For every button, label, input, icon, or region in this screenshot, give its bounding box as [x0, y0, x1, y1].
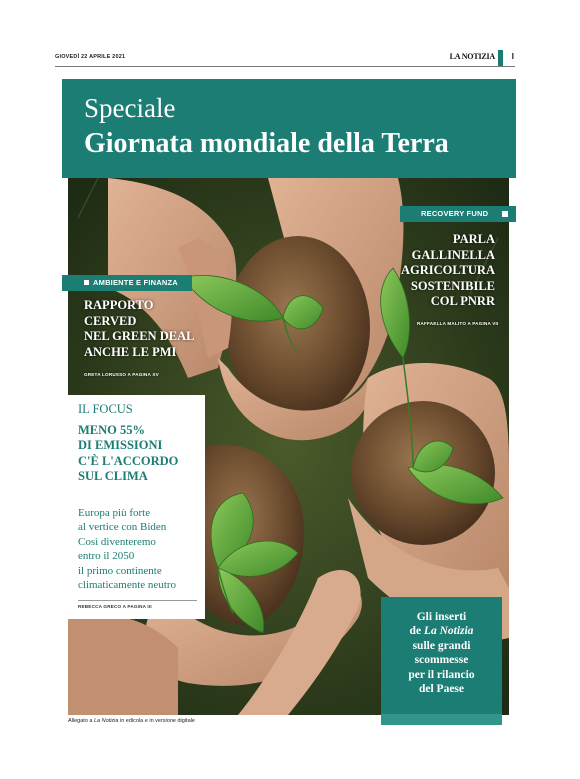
focus-headline-line: SUL CLIMA — [78, 469, 148, 484]
page-tab-marker — [498, 50, 503, 66]
focus-body-line: il primo continente — [78, 564, 162, 577]
focus-box[interactable] — [68, 395, 205, 619]
cerved-headline[interactable] — [84, 298, 214, 360]
inserts-prefix: de — [409, 625, 424, 638]
inserts-promo-box — [381, 597, 502, 725]
inserts-line: per il rilancio — [408, 668, 475, 681]
masthead-logo: LA NOTIZIA — [449, 52, 495, 61]
recovery-headline-line: PARLA — [452, 232, 495, 246]
inserts-masthead-italic: La Notizia — [423, 625, 474, 638]
square-bullet-icon — [84, 280, 89, 285]
footer-masthead-italic: La Notizia — [94, 718, 119, 724]
focus-headline-line: C'È L'ACCORDO — [78, 453, 179, 468]
cerved-headline-line: RAPPORTO — [84, 298, 154, 312]
recovery-credit: RAFFAELLA MALITO A PAGINA VII — [417, 321, 499, 326]
focus-headline — [78, 423, 178, 485]
recovery-fund-tag — [400, 206, 516, 222]
inserts-promo-text — [381, 610, 502, 696]
ambiente-finanza-tag-label: AMBIENTE E FINANZA — [93, 278, 178, 287]
focus-label: IL FOCUS — [78, 402, 133, 416]
top-bar — [55, 50, 515, 67]
inserts-line: Gli inserti — [416, 611, 467, 623]
recovery-headline[interactable] — [395, 232, 495, 310]
focus-body — [78, 506, 176, 592]
focus-body-line: al vertice con Biden — [78, 521, 167, 534]
focus-body-line: entro il 2050 — [78, 550, 135, 563]
focus-body-line: Europa più forte — [78, 507, 151, 519]
inserts-bottom-strip — [381, 714, 502, 725]
ambiente-finanza-tag — [62, 275, 192, 291]
inserts-line: del Paese — [418, 683, 465, 696]
focus-credit: REBECCA GRECO A PAGINA III — [78, 604, 152, 609]
cerved-headline-line: CERVED — [84, 313, 137, 328]
square-bullet-icon — [502, 211, 508, 217]
recovery-headline-line: SOSTENIBILE — [410, 278, 495, 293]
recovery-headline-line: COL PNRR — [430, 294, 495, 309]
special-header — [62, 79, 516, 178]
recovery-fund-tag-label: RECOVERY FUND — [421, 209, 489, 218]
footer-prefix: Allegato a — [68, 718, 94, 724]
header-title: Giornata mondiale della Terra — [84, 128, 449, 159]
focus-body-line: Così diventeremo — [78, 535, 156, 548]
focus-headline-line: MENO 55% — [78, 423, 146, 437]
footer-note — [68, 718, 195, 724]
recovery-headline-line: AGRICOLTURA — [400, 263, 495, 278]
focus-body-line: climaticamente neutro — [78, 579, 177, 592]
inserts-line: sulle grandi — [412, 639, 471, 652]
cerved-credit: GRETA LORUSSO A PAGINA XV — [84, 372, 159, 377]
divider — [78, 600, 197, 601]
inserts-line: scommesse — [414, 654, 469, 667]
header-kicker: Speciale — [84, 93, 176, 123]
recovery-headline-line: GALLINELLA — [411, 247, 495, 262]
issue-date: GIOVEDÌ 22 APRILE 2021 — [55, 54, 126, 60]
page-number: I — [511, 52, 514, 61]
cerved-headline-line: ANCHE LE PMI — [84, 344, 177, 359]
footer-suffix: in edicola e in versione digitale — [118, 718, 195, 724]
cerved-headline-line: NEL GREEN DEAL — [84, 329, 195, 344]
focus-headline-line: DI EMISSIONI — [78, 438, 163, 453]
inserts-line-masthead — [381, 624, 502, 638]
